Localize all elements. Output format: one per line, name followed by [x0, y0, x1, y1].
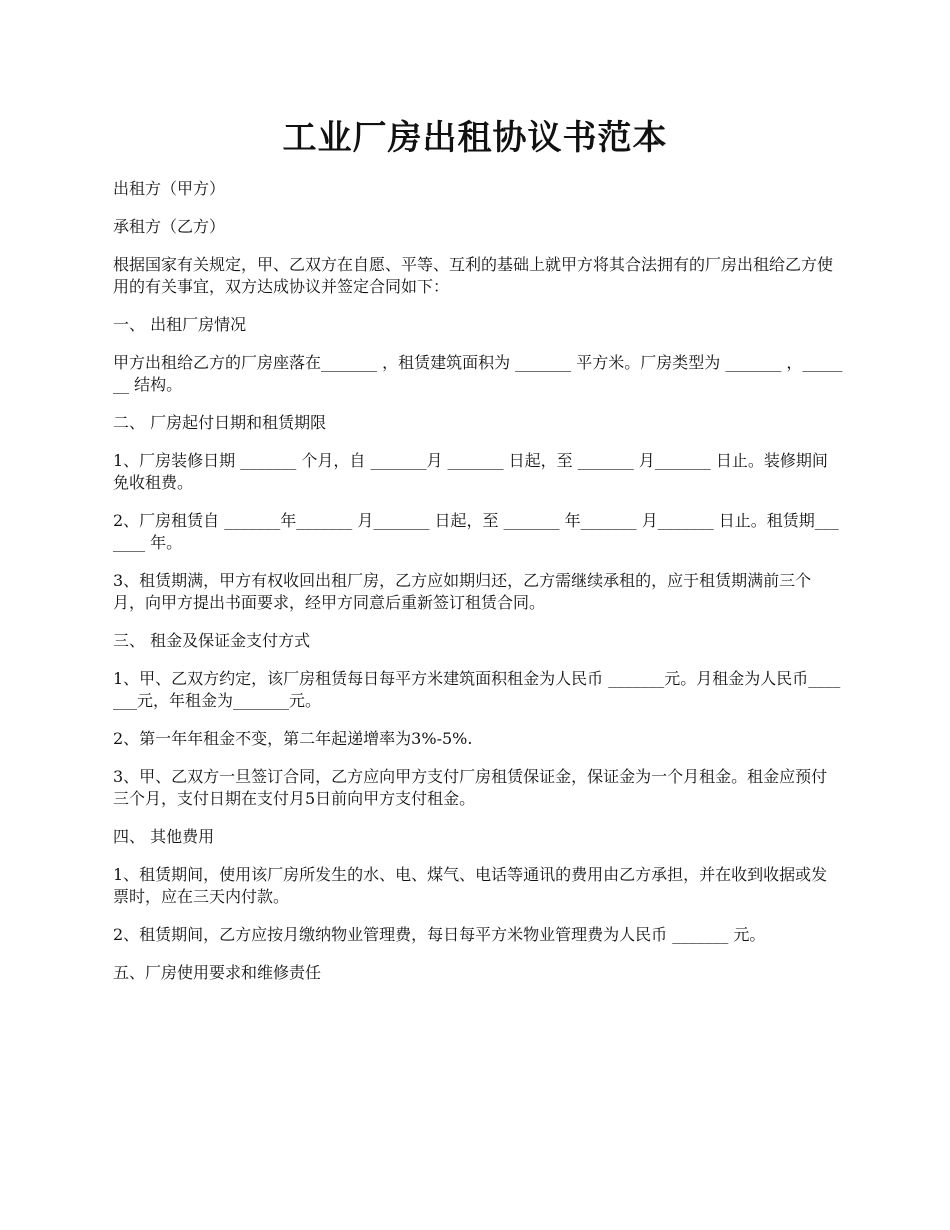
- document-title: 工业厂房出租协议书范本: [282, 118, 668, 158]
- party-lessee-line: 承租方（乙方）: [113, 217, 226, 236]
- section-heading-3: 三、 租金及保证金支付方式: [113, 631, 311, 650]
- section-heading-1: 一、 出租厂房情况: [113, 315, 247, 334]
- clause-paragraph: 2、租赁期间，乙方应按月缴纳物业管理费，每日每平方米物业管理费为人民币 _______ 元。: [113, 925, 766, 944]
- clause-paragraph: 1、厂房装修日期 _______ 个月，自 _______月 _______ 日起，至 _______ 月_______ 日止。装修期间免收租费。: [113, 451, 828, 492]
- clause-paragraph: 3、租赁期满，甲方有权收回出租厂房，乙方应如期归还，乙方需继续承租的，应于租赁期满前三个月，向甲方提出书面要求，经甲方同意后重新签订租赁合同。: [113, 571, 812, 612]
- clause-paragraph: 2、第一年年租金不变，第二年起递增率为3%-5%.: [113, 729, 473, 748]
- clause-paragraph: 2、厂房租赁自 _______年_______ 月_______ 日起，至 _______ 年_______ 月_______ 日止。租赁期_______ 年。: [113, 511, 839, 552]
- clause-paragraph: 3、甲、乙双方一旦签订合同，乙方应向甲方支付厂房租赁保证金，保证金为一个月租金。租金应预付三个月，支付日期在支付月5日前向甲方支付租金。: [113, 767, 828, 808]
- section-heading-5: 五、厂房使用要求和维修责任: [113, 963, 322, 982]
- section-heading-4: 四、 其他费用: [113, 827, 215, 846]
- clause-paragraph: 1、甲、乙双方约定，该厂房租赁每日每平方米建筑面积租金为人民币 _______元。月租金为人民币_______元，年租金为_______元。: [113, 669, 841, 710]
- party-lessor-line: 出租方（甲方）: [113, 179, 226, 198]
- document-body: [113, 178, 843, 1000]
- section-heading-2: 二、 厂房起付日期和租赁期限: [113, 413, 327, 432]
- preamble-paragraph: 根据国家有关规定，甲、乙双方在自愿、平等、互利的基础上就甲方将其合法拥有的厂房出租给乙方使用的有关事宜，双方达成协议并签定合同如下：: [113, 255, 834, 296]
- clause-paragraph: 甲方出租给乙方的厂房座落在_______ ，租赁建筑面积为 _______ 平方米。厂房类型为 _______ ，_______ 结构。: [113, 353, 843, 394]
- clause-paragraph: 1、租赁期间，使用该厂房所发生的水、电、煤气、电话等通讯的费用由乙方承担，并在收到收据或发票时，应在三天内付款。: [113, 865, 828, 906]
